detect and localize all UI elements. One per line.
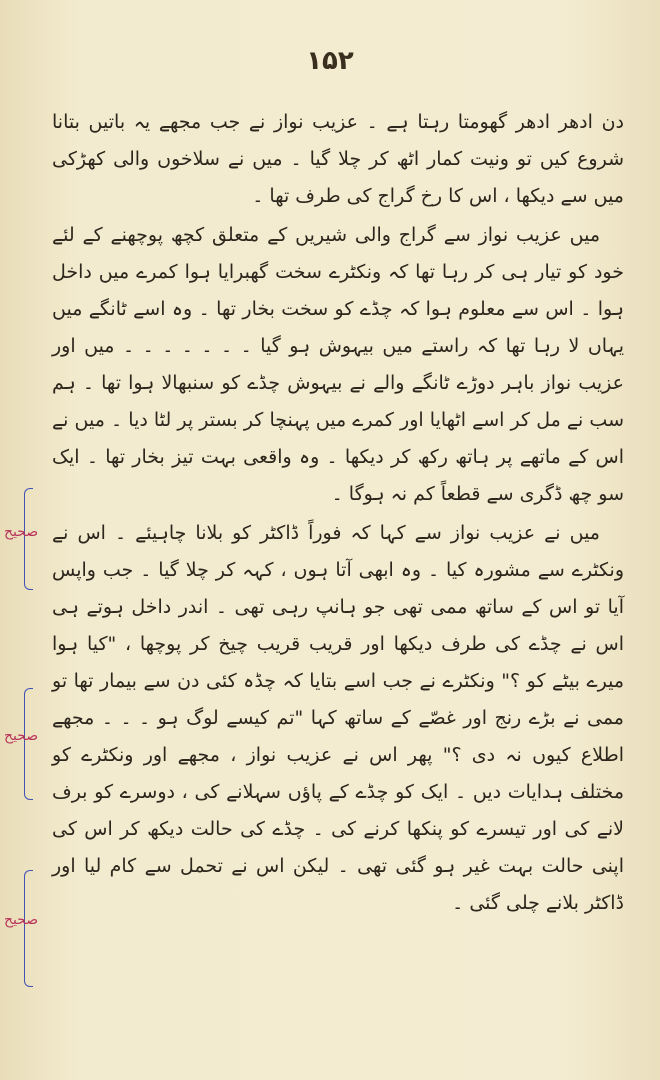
margin-mark: صحیح bbox=[4, 524, 39, 540]
margin-mark: صحیح bbox=[4, 912, 39, 928]
margin-mark: صحیح bbox=[4, 728, 39, 744]
margin-bracket bbox=[24, 688, 33, 800]
page-number: ۱۵۲ bbox=[306, 46, 354, 76]
margin-bracket bbox=[24, 870, 33, 987]
page-text bbox=[52, 104, 624, 924]
paragraph-3: میں نے عزیب نواز سے کہا کہ فوراً ڈاکٹر کو بلانا چاہیئے ۔ اس نے ونکٹرے سے مشورہ کیا ۔ وہ ابھی آتا ہوں ، کہہ کر چلا گیا ۔ جب واپس آیا تو اس کے ساتھ ممی تھی جو ہانپ رہی تھی ۔ اندر داخل ہوتے ہی اس نے چڈے کی طرف دیکھا اور قریب قریب چیخ کر پوچھا ، "کیا ہوا میرے بیٹے کو ؟" ونکٹرے نے جب اسے بتایا کہ چڈہ کئی دن سے بیمار تھا تو ممی نے بڑے رنج اور غصّے کے ساتھ کہا "تم کیسے لوگ ہو ۔ ۔ ۔ مجھے اطلاع کیوں نہ دی ؟" پھر اس نے عزیب نواز ، مجھے اور ونکٹرے کو مختلف ہدایات دیں ۔ ایک کو چڈے کے پاؤں سہلانے کی ، دوسرے کو برف لانے کی اور تیسرے کو پنکھا کرنے کی ۔ چڈے کی حالت دیکھ کر اس کی اپنی حالت بہت غیر ہو گئی تھی ۔ لیکن اس نے تحمل سے کام لیا اور ڈاکٹر بلانے چلی گئی ۔ bbox=[52, 522, 624, 914]
paragraph-1: دن ادھر ادھر گھومتا رہتا ہے ۔ عزیب نواز نے جب مجھے یہ باتیں بتانا شروع کیں تو ونیت کمار اٹھ کر چلا گیا ۔ میں نے سلاخوں والی کھڑکی میں سے دیکھا ، اس کا رخ گراج کی طرف تھا ۔ bbox=[52, 111, 624, 207]
paragraph-2: میں عزیب نواز سے گراج والی شیریں کے متعلق کچھ پوچھنے کے لئے خود کو تیار ہی کر رہا تھا کہ ونکٹرے سخت گھبرایا ہوا کمرے میں داخل ہوا ۔ اس سے معلوم ہوا کہ چڈے کو سخت بخار تھا ۔ وہ اسے ٹانگے میں یہاں لا رہا تھا کہ راستے میں بیہوش ہو گیا ۔ ۔ ۔ ۔ ۔ ۔ ۔ میں اور عزیب نواز باہر دوڑے ٹانگے والے نے بیہوش چڈے کو سنبھالا ہوا تھا ۔ ہم سب نے مل کر اسے اٹھایا اور کمرے میں پہنچا کر بستر پر لٹا دیا ۔ میں نے اس کے ماتھے پر ہاتھ رکھ کر دیکھا ۔ وہ واقعی بہت تیز بخار تھا ۔ ایک سو چھ ڈگری سے قطعاً کم نہ ہوگا ۔ bbox=[52, 224, 624, 505]
